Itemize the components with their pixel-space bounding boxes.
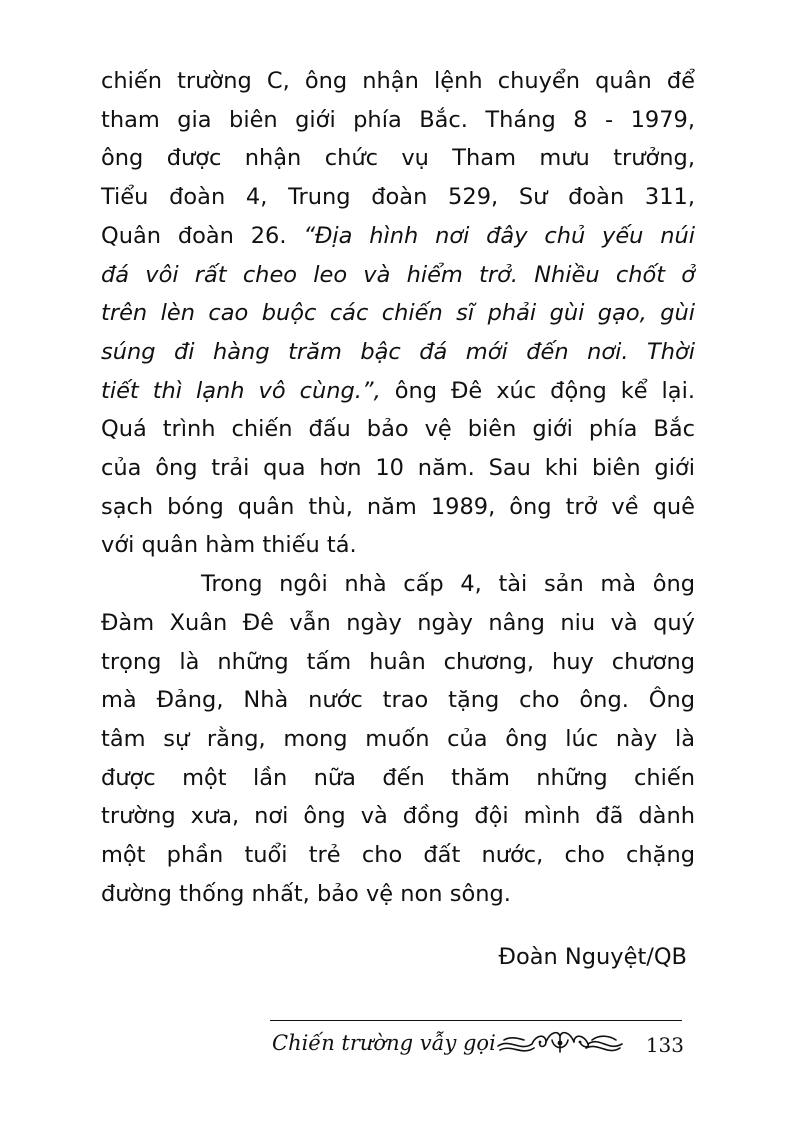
- text-line: trường xưa, nơi ông và đồng đội mình đã dành: [101, 803, 695, 830]
- text-line: đường thống nhất, bảo vệ non sông.: [101, 880, 511, 907]
- quote-run: “Địa hình nơi đây chủ yếu núi: [303, 222, 696, 249]
- text-line: Quá trình chiến đấu bảo vệ biên giới phía Bắc: [101, 416, 695, 443]
- text-line: [101, 372, 695, 411]
- text-line: một phần tuổi trẻ cho đất nước, cho chặng: [101, 842, 695, 869]
- text-line: của ông trải qua hơn 10 năm. Sau khi biên giới: [101, 455, 695, 482]
- text-line: Tiểu đoàn 4, Trung đoàn 529, Sư đoàn 311,: [101, 184, 695, 211]
- text-line: chiến trường C, ông nhận lệnh chuyển quân để: [101, 68, 695, 94]
- text-line: trọng là những tấm huân chương, huy chương: [101, 648, 695, 675]
- quote-line: đá vôi rất cheo leo và hiểm trở. Nhiều chốt ở: [101, 261, 695, 288]
- text-line: được một lần nữa đến thăm những chiến: [101, 764, 695, 791]
- paragraph-1: [101, 62, 695, 565]
- quote-line: súng đi hàng trăm bậc đá mới đến nơi. Thời: [101, 338, 695, 365]
- text-line: ông được nhận chức vụ Tham mưu trưởng,: [101, 145, 695, 172]
- text-line: Đàm Xuân Đê vẫn ngày ngày nâng niu và quý: [101, 609, 695, 636]
- quote-line: trên lèn cao buộc các chiến sĩ phải gùi gạo, gùi: [101, 300, 695, 327]
- footer-divider: [270, 1020, 682, 1021]
- text-line: với quân hàm thiếu tá.: [101, 532, 357, 559]
- text-run: ông Đê xúc động kể lại.: [394, 377, 696, 404]
- text-line: Trong ngôi nhà cấp 4, tài sản mà ông: [201, 571, 695, 598]
- page-number: 133: [645, 1033, 684, 1057]
- decorative-scroll-ornament-icon: [496, 1026, 624, 1058]
- author-byline: Đoàn Nguyệt/QB: [498, 944, 687, 970]
- running-head: Chiến trường vẫy gọi: [272, 1031, 496, 1055]
- text-run: Quân đoàn 26.: [101, 222, 287, 249]
- page-footer: [270, 1022, 684, 1064]
- article-body: [101, 62, 695, 913]
- text-line: tâm sự rằng, mong muốn của ông lúc này là: [101, 725, 695, 752]
- text-line: tham gia biên giới phía Bắc. Tháng 8 - 1979,: [101, 106, 695, 133]
- text-line: sạch bóng quân thù, năm 1989, ông trở về quê: [101, 493, 695, 520]
- paragraph-2: [101, 565, 695, 913]
- text-line: [101, 217, 695, 256]
- text-line: mà Đảng, Nhà nước trao tặng cho ông. Ông: [101, 687, 695, 714]
- quote-run: tiết thì lạnh vô cùng.”,: [101, 377, 381, 404]
